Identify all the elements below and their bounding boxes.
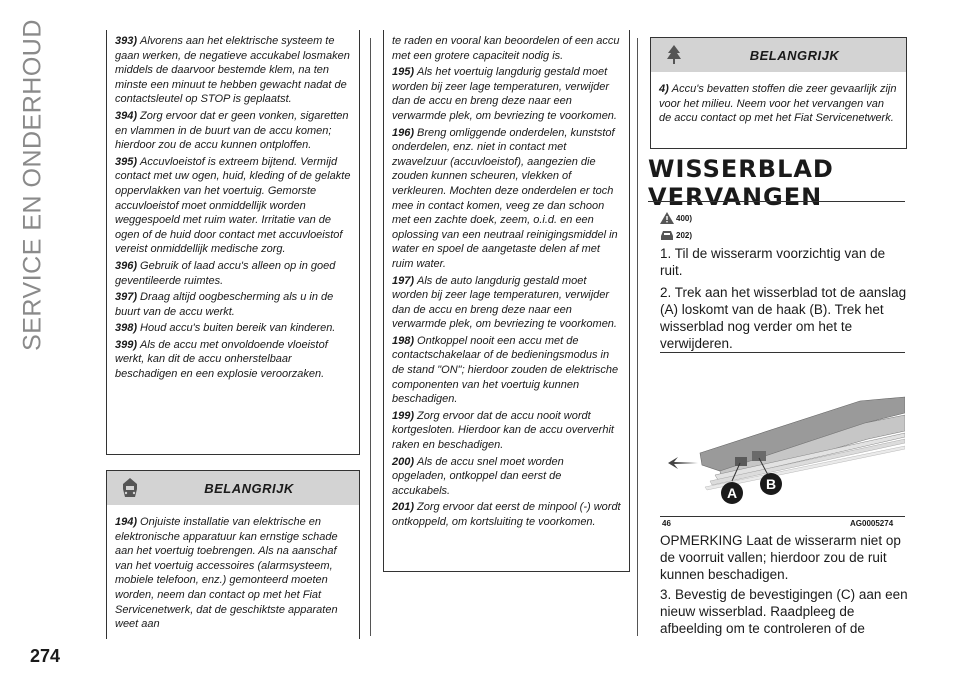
list-item [115, 321, 351, 336]
environment-list [651, 78, 906, 126]
figure-code: AG0005274 [850, 519, 894, 528]
environment-box-header [651, 38, 906, 72]
important-list [107, 511, 359, 632]
item-number: 397) [115, 291, 138, 304]
list-item [392, 126, 621, 272]
item-number: 197) [392, 274, 415, 287]
important-box-continued [383, 30, 630, 572]
note: OPMERKING Laat de wisserarm niet op de voorruit vallen; hierdoor zou de ruit kunnen beschadigen. [660, 533, 901, 582]
item-number: 198) [392, 334, 415, 347]
environment-box-title: BELANGRIJK [749, 47, 840, 63]
item-text: Ontkoppel nooit een accu met de contactschakelaar of de bedieningsmodus in de stand "ON"; hierdoor zouden de elektrische componenten van het voertuig kunnen beschadigen. [392, 334, 619, 406]
list-item [392, 65, 621, 123]
list-item [392, 409, 621, 453]
warning-box-continued [106, 30, 360, 455]
page-number: 274 [30, 646, 61, 666]
important-box-header [107, 471, 359, 505]
section-heading: WISSERBLAD VERVANGEN [648, 155, 834, 211]
label-b: B [765, 476, 777, 492]
item-number: 196) [392, 126, 415, 139]
step-2: 2. Trek aan het wisserblad tot de aanslag (A) loskomt van de haak (B). Trek het wisserblad nog verder om het te verwijderen. [660, 285, 907, 351]
important-list-continued [384, 30, 629, 530]
item-number: 398) [115, 322, 138, 335]
item-text: Breng omliggende onderdelen, kunststof onderdelen, enz. niet in contact met zwavelzuur (accuvloeistof), aangezien die zouden kunnen scheuren, vlekken of verkleuren. Mochten deze onderdelen er toch mee in contact komen, veeg ze dan schoon met een zachte doek, zeem, o.i.d. en een oplossing van een neutraal reinigingsmiddel in water en spoel de aangetaste delen af met ruim water. [392, 126, 618, 270]
item-text: te raden en vooral kan beoordelen of een accu met een grotere capaciteit nodig is. [392, 35, 620, 62]
column-divider [637, 38, 638, 636]
step-3: 3. Bevestig de bevestigingen (C) aan een nieuw wisserblad. Raadpleeg de afbeelding om te controleren of de [660, 587, 908, 636]
section-title: SERVICE EN ONDERHOUD [18, 19, 47, 351]
list-item [115, 338, 351, 382]
step-1: 1. Til de wisserarm voorzichtig van de ruit. [660, 246, 886, 278]
item-number: 199) [392, 409, 415, 422]
item-text: Als de auto langdurig gestald moet worden bij zeer lage temperaturen, verwijder dan de accu en breng deze naar een verwarmde plek, om bevriezing te voorkomen. [392, 274, 617, 331]
list-item [392, 500, 621, 529]
item-number: 393) [115, 35, 138, 47]
item-text: Als de accu met onvoldoende vloeistof werkt, kan dit de accu onherstelbaar beschadigen en een explosie veroorzaken. [115, 338, 328, 381]
item-number: 394) [115, 109, 138, 122]
important-box-title: BELANGRIJK [204, 480, 294, 496]
figure-bottom-rule [660, 516, 905, 517]
item-text: Houd accu's buiten bereik van kinderen. [140, 322, 336, 335]
list-item [115, 34, 351, 107]
item-text: Accuvloeistof is extreem bijtend. Vermijd contact met uw ogen, huid, kleding of de gelakte oppervlakken van het voertuig. Gemorste accuvloeistof moet onmiddellijk worden weggespoeld met ruim water. Irritatie van de ogen of de huid door contact met accuvloeistof vereist onmiddellijk medische zorg. [115, 155, 351, 256]
item-text: Draag altijd oogbescherming als u in de buurt van de accu werkt. [115, 291, 334, 318]
item-number: 195) [392, 66, 415, 79]
heading-rule [648, 201, 905, 202]
item-text: Als het voertuig langdurig gestald moet worden bij zeer lage temperaturen, verwijder dan de accu en breng deze naar een verwarmde plek, om bevriezing te voorkomen. [392, 66, 617, 122]
label-a: A [726, 485, 738, 501]
wiper-figure [660, 353, 905, 515]
list-item [659, 82, 898, 126]
tree-icon [665, 44, 683, 66]
item-text: Zorg ervoor dat er geen vonken, sigaretten en vlammen in de buurt van de accu komen; hierdoor zou de accu kunnen ontploffen. [115, 109, 349, 152]
item-text: Zorg ervoor dat de accu nooit wordt kortgesloten. Hierdoor kan de accu oververhit raken en beschadigen. [392, 409, 614, 452]
item-text: Accu's bevatten stoffen die zeer gevaarlijk zijn voor het milieu. Neem voor het vervangen van de accu contact op met het Fiat Servicenetwerk. [659, 83, 897, 125]
item-number: 194) [115, 516, 138, 528]
item-number: 4) [659, 83, 669, 95]
item-number: 396) [115, 259, 138, 272]
car-warning-small-icon [660, 229, 674, 241]
item-text: Onjuiste installatie van elektrische en elektronische apparatuur kan ernstige schade aan het voertuig toebrengen. Als na aanschaf van het voertuig accessoires (alarmsysteem, mobiele telefoon, enz.) gemonteerd moeten worden, neem dan contact op met het Fiat Servicenetwerk, dat de geschiktste apparaten weet aan [115, 516, 338, 631]
list-item [392, 334, 621, 407]
item-text: Als de accu snel moet worden opgeladen, ontkoppel dan eerst de accukabels. [392, 455, 564, 497]
list-item [392, 34, 621, 63]
car-warning-icon [121, 477, 139, 499]
list-item [115, 290, 351, 319]
important-box-environment [650, 37, 907, 149]
list-item [115, 259, 351, 288]
warning-ref-1: 400) [660, 212, 692, 224]
list-item [115, 515, 351, 632]
item-text: Zorg ervoor dat eerst de minpool (-) wordt ontkoppeld, om kortsluiting te voorkomen. [392, 501, 621, 528]
list-item [392, 455, 621, 499]
item-number: 399) [115, 338, 138, 351]
warning-list [107, 30, 359, 382]
important-box [106, 470, 360, 639]
warning-triangle-icon [660, 212, 674, 224]
item-text: Alvorens aan het elektrische systeem te gaan werken, de negatieve accukabel losmaken middels de daarvoor bestemde klem, na ten minste een minuut te hebben gewacht nadat de contactsleutel op STOP is geplaatst. [115, 35, 350, 106]
item-number: 201) [392, 501, 415, 514]
column-divider [370, 38, 371, 636]
warning-ref-2: 202) [660, 229, 692, 241]
list-item [115, 155, 351, 257]
item-text: Gebruik of laad accu's alleen op in goed geventileerde ruimtes. [115, 259, 336, 287]
list-item [115, 109, 351, 153]
item-number: 395) [115, 155, 138, 168]
list-item [392, 274, 621, 332]
figure-number: 46 [662, 519, 671, 528]
item-number: 200) [392, 455, 415, 468]
